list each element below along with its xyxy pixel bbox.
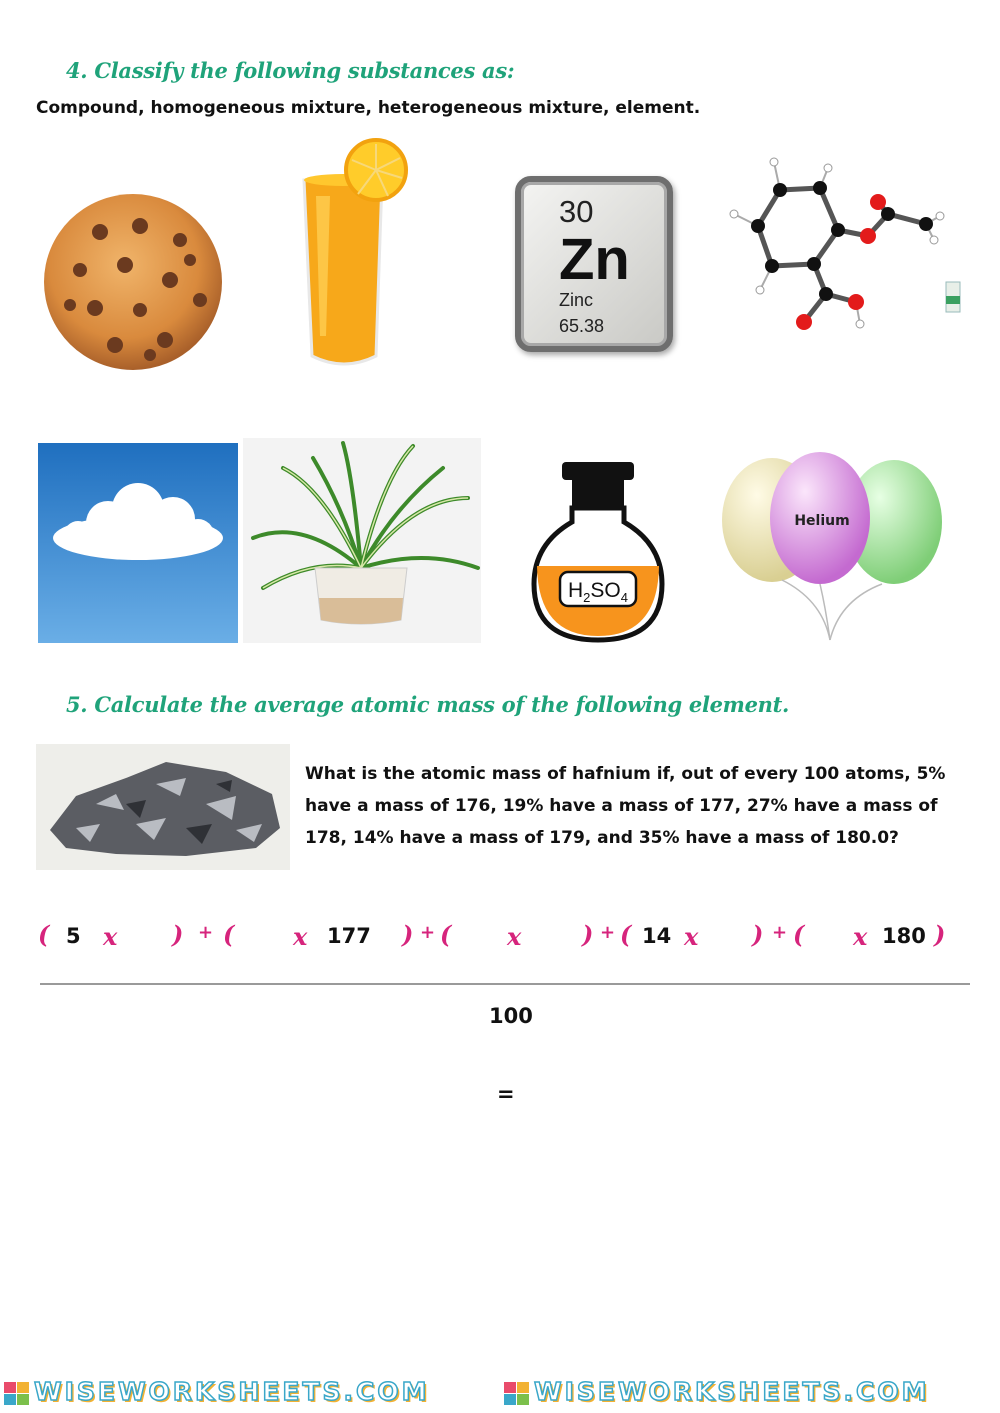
zinc-mass: 65.38 (559, 316, 605, 336)
cloud-sky-image (38, 443, 238, 643)
denominator: 100 (489, 1004, 533, 1028)
footer-brand-1: WISEWORKSHEETS.COM (34, 1377, 430, 1406)
paren-open-5: ( (793, 920, 805, 949)
times-1: x (103, 922, 118, 951)
plus-3: + (600, 922, 616, 943)
plus-4: + (772, 922, 788, 943)
paren-open-1: ( (38, 920, 50, 949)
term2-percent-input[interactable] (238, 922, 290, 954)
wise-logo-icon-2 (504, 1382, 530, 1406)
wise-logo-icon (4, 1382, 30, 1406)
footer-brand-2: WISEWORKSHEETS.COM (534, 1377, 930, 1406)
plus-1: + (198, 922, 214, 943)
paren-close-3: ) (582, 920, 594, 949)
cookie-image (40, 190, 226, 374)
paren-open-4: ( (620, 920, 632, 949)
hafnium-rock-image (36, 744, 290, 870)
term1-percent: 5 (66, 924, 81, 948)
orange-juice-image (296, 136, 412, 376)
term5-percent-input[interactable] (808, 922, 854, 954)
equals-sign: = (497, 1082, 515, 1106)
term3-percent-input[interactable] (456, 922, 508, 954)
answer-input[interactable] (530, 1080, 694, 1112)
term5-mass: 180 (882, 924, 926, 948)
term3-mass-input[interactable] (528, 922, 582, 954)
footer-branding (4, 1377, 996, 1408)
svg-text:H2SO4 (568, 579, 628, 605)
q4-instruction: Compound, homogeneous mixture, heterogeneous mixture, element. (36, 98, 701, 118)
term4-percent: 14 (642, 924, 672, 948)
zinc-atomic-number: 30 (559, 194, 594, 229)
term2-mass: 177 (327, 924, 371, 948)
q4-heading: 4. Classify the following substances as: (66, 58, 515, 83)
plant-image (243, 438, 481, 643)
acid-label-sub4: 4 (620, 590, 628, 605)
acid-label-h: H (568, 579, 584, 602)
term1-mass-input[interactable] (122, 922, 170, 954)
times-5: x (853, 922, 868, 951)
q5-question: What is the atomic mass of hafnium if, out of every 100 atoms, 5% have a mass of 176, 19% have a mass of 177, 27% have a mass of 178, 14% have a mass of 179, and 35% have a mass of 180.0? (305, 764, 946, 848)
paren-open-3: ( (440, 920, 452, 949)
zinc-symbol: Zn (559, 227, 630, 292)
paren-open-2: ( (223, 920, 235, 949)
helium-balloons-image (722, 450, 942, 645)
zinc-element-card (515, 176, 673, 352)
times-4: x (684, 922, 699, 951)
molecule-image (728, 156, 968, 336)
q5-heading: 5. Calculate the average atomic mass of the following element. (66, 692, 790, 717)
acid-label-so: SO (590, 579, 621, 602)
fraction-line (40, 983, 970, 985)
times-2: x (293, 922, 308, 951)
zinc-name: Zinc (559, 290, 594, 310)
term4-mass-input[interactable] (704, 922, 752, 954)
acid-flask-image (528, 460, 668, 646)
paren-close-4: ) (752, 920, 764, 949)
paren-close-1: ) (172, 920, 184, 949)
paren-close-5: ) (934, 920, 946, 949)
helium-label: Helium (794, 513, 850, 529)
times-3: x (507, 922, 522, 951)
paren-close-2: ) (402, 920, 414, 949)
acid-label-sub2: 2 (583, 590, 591, 605)
plus-2: + (420, 922, 436, 943)
